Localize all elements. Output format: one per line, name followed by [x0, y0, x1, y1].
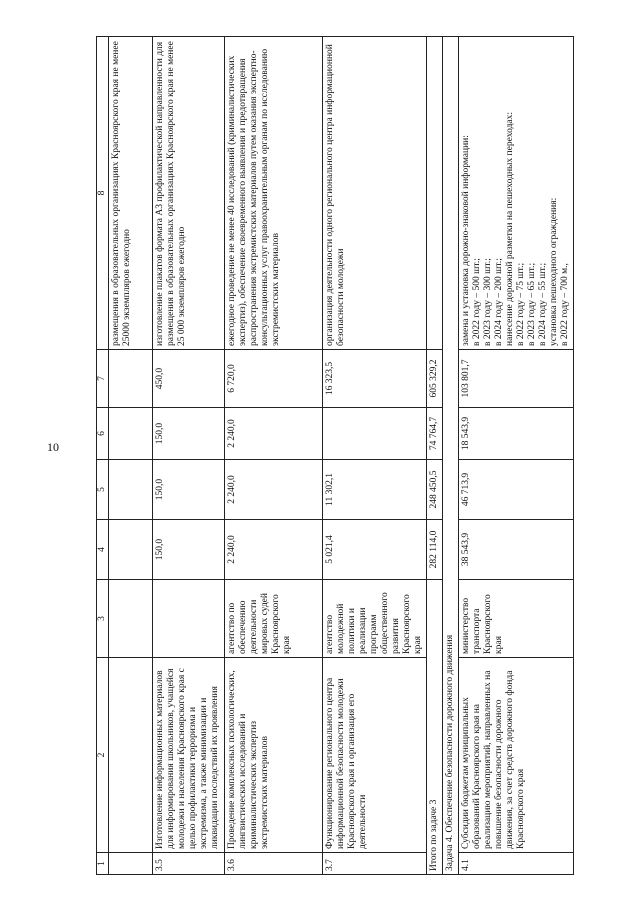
cell-executor — [109, 580, 153, 658]
total-empty — [427, 37, 443, 350]
result-line: в 2023 году – 65 шт.; — [527, 262, 537, 346]
col-header: 4 — [97, 520, 109, 580]
result-line: в 2023 году – 300 шт.; — [483, 258, 493, 346]
cell-executor — [153, 580, 225, 658]
result-line: в 2024 году – 200 шт.; — [494, 258, 504, 346]
cell-value: 150,0 — [153, 460, 225, 520]
table-row — [323, 37, 427, 875]
cell-executor: министерство транспорта Красноярского края — [459, 580, 574, 658]
cell-executor: агентство молодежной политики и реализации программ общественного развития Красноярского края — [323, 580, 427, 658]
cell-value: 18 543,9 — [459, 408, 574, 460]
total-label: Итого по задаче 3 — [427, 580, 443, 875]
result-line: в 2022 году – 700 м., — [560, 263, 570, 346]
cell-value: 450,0 — [153, 350, 225, 408]
col-header: 3 — [97, 580, 109, 658]
result-line: нанесение дорожной разметки на пешеходных переходах: — [505, 111, 515, 346]
page-number: 10 — [47, 440, 59, 454]
total-value: 74 764,7 — [427, 408, 443, 460]
cell-result: изготовление плакатов формата А3 профилактической направленности для размещения в образовательных организациях Красноярского края не менее 25 000 экземпляров ежегодно — [153, 37, 225, 350]
cell-value: 150,0 — [153, 408, 225, 460]
col-header: 5 — [97, 460, 109, 520]
cell-value: 16 323,5 — [323, 350, 427, 408]
cell-task: Изготовление информационных материалов для информирования школьников, учащейся молодежи и населения Красноярского края с целью профилактики терроризма и экстремизма, а также минимизации и ликвидации последствий их проявления — [153, 658, 225, 853]
cell-num: 3.6 — [225, 853, 323, 875]
header-row — [97, 37, 109, 875]
cell-value: 150,0 — [153, 520, 225, 580]
cell-num: 3.7 — [323, 853, 427, 875]
cell-task: Функционирование регионального центра информационной безопасности молодежи Красноярского края и организация его деятельности — [323, 658, 427, 853]
table-row — [459, 37, 574, 875]
total-value: 248 450,5 — [427, 460, 443, 520]
result-line: в 2022 году – 75 шт.; — [516, 262, 526, 346]
cell-value — [109, 520, 153, 580]
cell-num: 4.1 — [459, 853, 574, 875]
cell-value: 2 240,0 — [225, 520, 323, 580]
cell-result: размещения в образовательных организациях Красноярского края не менее 25000 экземпляров ежегодно — [109, 37, 153, 350]
cell-value — [323, 408, 427, 460]
cell-value: 103 801,7 — [459, 350, 574, 408]
result-line: замена и установка дорожно-знаковой информации: — [461, 135, 471, 346]
col-header: 6 — [97, 408, 109, 460]
cell-value — [109, 460, 153, 520]
cell-value — [109, 350, 153, 408]
result-line: в 2022 году – 500 шт.; — [472, 258, 482, 346]
col-header: 8 — [97, 37, 109, 350]
table-row — [225, 37, 323, 875]
cell-value: 38 543,9 — [459, 520, 574, 580]
result-line: установка пешеходного ограждения: — [549, 197, 559, 346]
rotated-table-container — [96, 37, 572, 875]
result-line: в 2024 году – 55 шт.; — [538, 262, 548, 346]
cell-value: 5 021,4 — [323, 520, 427, 580]
cell-value: 6 720,0 — [225, 350, 323, 408]
cell-result: ежегодное проведение не менее 40 исследований (криминалистических экспертиз), обеспечение своевременного выявления и предотвращения распространения экстремистских материалов путем оказания экспертно-консультационных услуг правоохранительным органам по исследованию экстремистских материалов — [225, 37, 323, 350]
table-row — [109, 37, 153, 875]
cell-executor: агентство по обеспечению деятельности мировых судей Красноярского края — [225, 580, 323, 658]
col-header: 7 — [97, 350, 109, 408]
program-table — [96, 36, 574, 875]
section-row — [443, 37, 459, 875]
cell-task: Проведение комплексных психологических, лингвистических исследований и криминалистических экспертиз экстремистских материалов — [225, 658, 323, 853]
cell-value: 11 302,1 — [323, 460, 427, 520]
cell-num: 3.5 — [153, 853, 225, 875]
cell-result — [459, 37, 574, 350]
col-header: 2 — [97, 658, 109, 853]
col-header: 1 — [97, 853, 109, 875]
cell-task: Субсидии бюджетам муниципальных образований Красноярского края на реализацию мероприятий, направленных на повышение безопасности дорожного движения, за счет средств дорожного фонда Красноярского края — [459, 658, 574, 853]
cell-num — [109, 853, 153, 875]
total-value: 282 114,0 — [427, 520, 443, 580]
cell-result: организация деятельности одного регионального центра информационной безопасности молодежи — [323, 37, 427, 350]
total-value: 605 329,2 — [427, 350, 443, 408]
cell-task — [109, 658, 153, 853]
cell-value: 2 240,0 — [225, 408, 323, 460]
section-title: Задача 4. Обеспечение безопасности дорожного движения — [443, 37, 459, 875]
cell-value: 46 713,9 — [459, 460, 574, 520]
table-row — [153, 37, 225, 875]
total-row — [427, 37, 443, 875]
cell-value — [109, 408, 153, 460]
cell-value: 2 240,0 — [225, 460, 323, 520]
